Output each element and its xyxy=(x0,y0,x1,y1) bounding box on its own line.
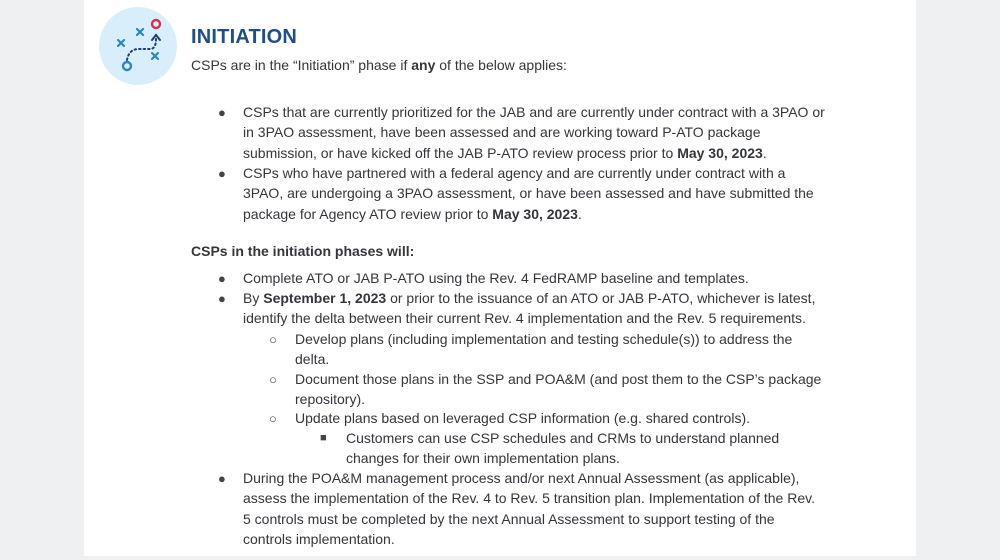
action-item: During the POA&M management process and/or next Annual Assessment (as applicable), assess the implementation of the Rev. 4 to Rev. 5 transition plan. Implementation of the Rev. 5 controls must be completed by the next Annual Assessment to support testing of the controls implementation. xyxy=(243,470,815,547)
circle-bullet-icon: ○ xyxy=(269,411,277,426)
section-heading: CSPs in the initiation phases will: xyxy=(191,243,415,259)
circle-bullet-icon: ○ xyxy=(269,332,277,347)
action-item: By September 1, 2023 or prior to the issuance of an ATO or JAB P-ATO, whichever is latest, identify the delta between their current Rev. 4 implementation and the Rev. 5 requirements. xyxy=(243,290,816,327)
sub-action-item: Update plans based on leveraged CSP information (e.g. shared controls). xyxy=(295,410,751,426)
criteria-item: CSPs that are currently prioritized for the JAB and are currently under contract with a 3PAO or in 3PAO assessment, have been assessed and are working toward P-ATO package submission, or have kicked off the JAB P-ATO review process prior to May 30, 2023. xyxy=(243,104,825,161)
bullet-icon: ● xyxy=(218,105,226,120)
logo xyxy=(99,7,177,85)
action-item: Complete ATO or JAB P-ATO using the Rev. 4 FedRAMP baseline and templates. xyxy=(243,270,749,286)
criteria-item: CSPs who have partnered with a federal agency and are currently under contract with a 3PAO, are undergoing a 3PAO assessment, or have been assessed and have submitted the package for Agency ATO review prior to May 30, 2023. xyxy=(243,165,814,222)
bullet-icon: ● xyxy=(218,291,226,306)
square-bullet-icon: ■ xyxy=(320,432,327,444)
sub-action-item: Develop plans (including implementation and testing schedule(s)) to address the delta. xyxy=(295,331,793,368)
sub-sub-action-item: Customers can use CSP schedules and CRMs to understand planned changes for their own implementation plans. xyxy=(346,430,780,467)
sub-action-item: Document those plans in the SSP and POA&M (and post them to the CSP’s package repository). xyxy=(295,371,822,408)
strategy-play-diagram-icon xyxy=(99,7,177,85)
circle-bullet-icon: ○ xyxy=(269,372,277,387)
intro-text: CSPs are in the “Initiation” phase if any of the below applies: xyxy=(191,57,567,73)
bullet-icon: ● xyxy=(218,166,226,181)
page-title: INITIATION xyxy=(191,26,298,48)
bullet-icon: ● xyxy=(218,271,226,286)
bullet-icon: ● xyxy=(218,471,226,486)
